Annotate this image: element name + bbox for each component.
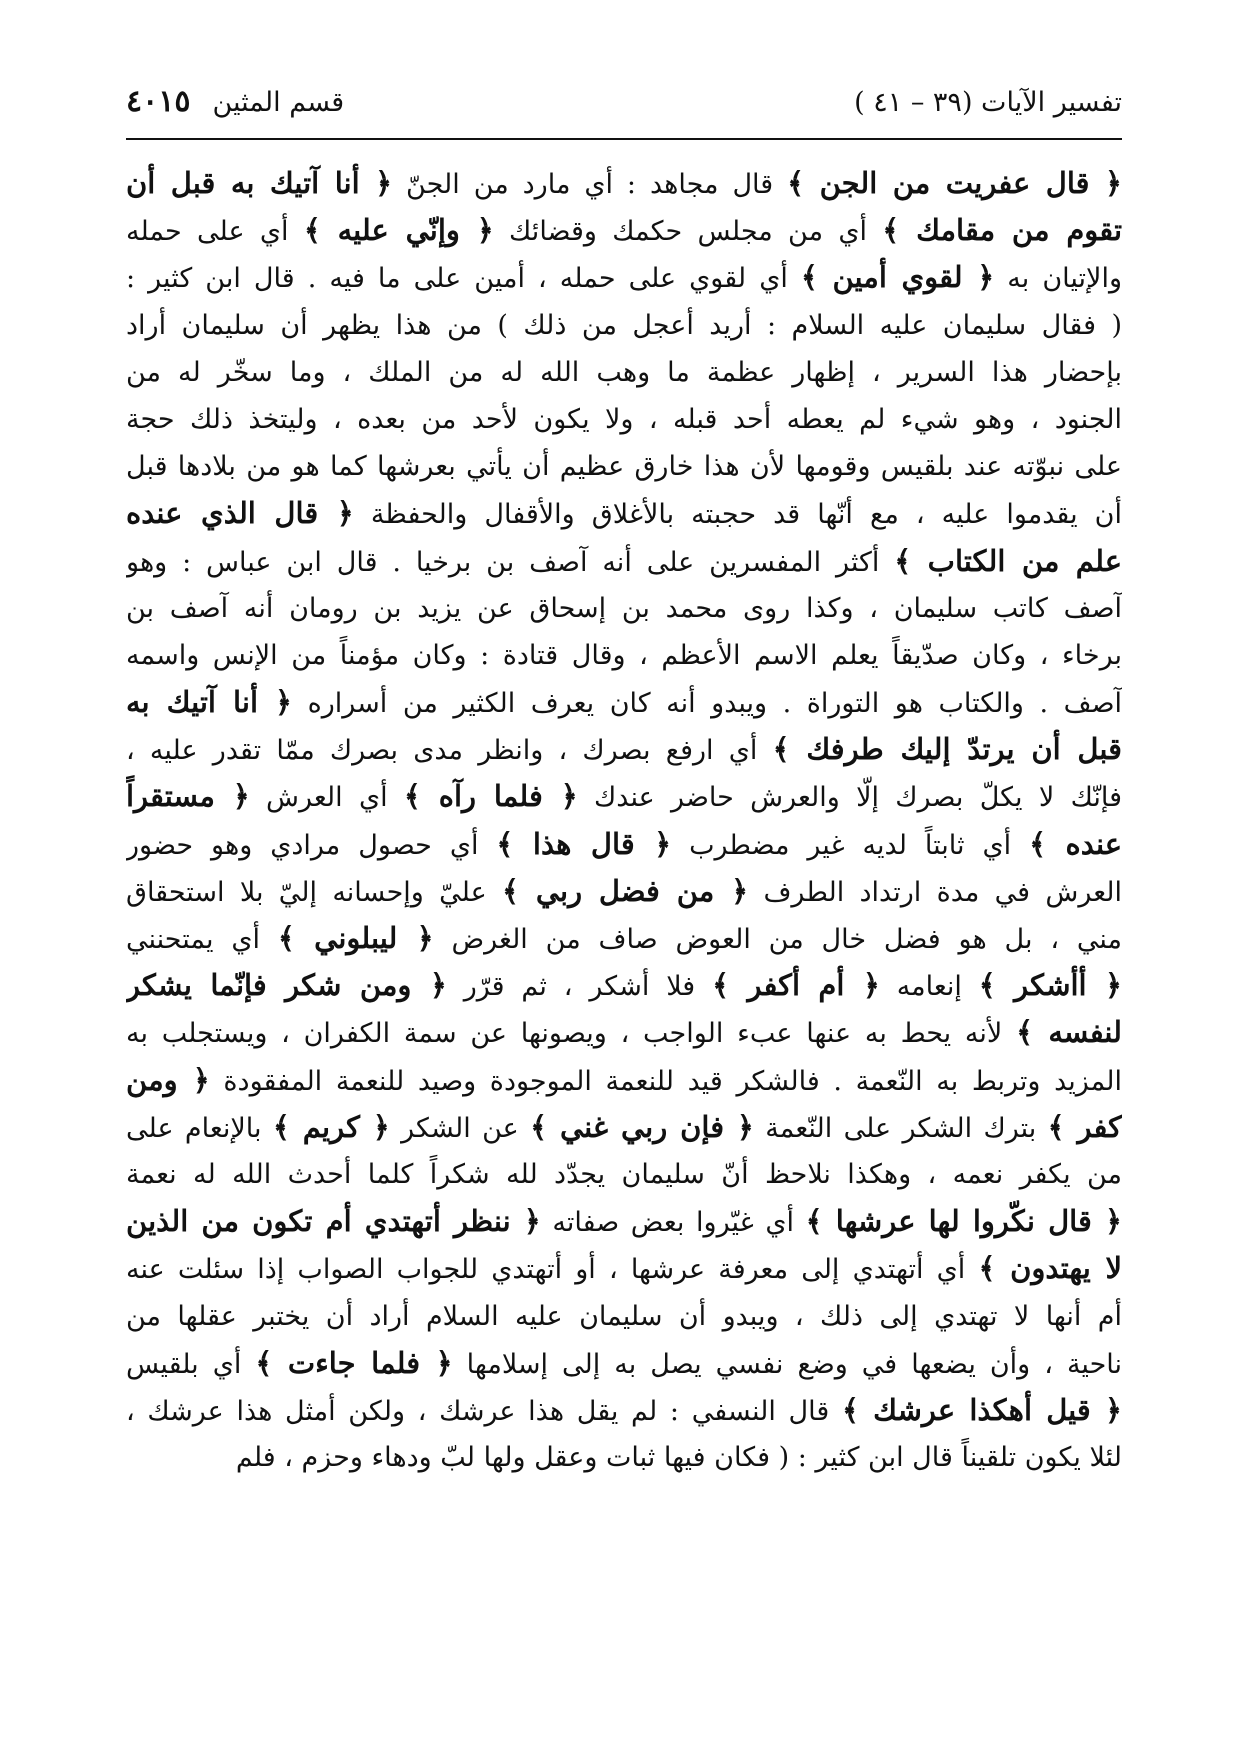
quran-verse: ﴿ أأشكر ﴾ [978,968,1122,1003]
commentary-text: آصف كاتب سليمان ، وكذا روى محمد بن إسحاق عن يزيد بن رومان أنه آصف بن [126,592,1122,624]
commentary-text: قال النسفي : لم يقل هذا عرشك ، ولكن أمثل هذا عرشك ، [126,1395,842,1427]
quran-verse: كفر ﴾ [1047,1109,1122,1144]
text-line [126,302,1122,349]
commentary-text: قال مجاهد : أي مارد من الجنّ [392,169,788,200]
quran-verse: ﴿ أنا آتيك به قبل أن [126,166,393,200]
text-line [126,538,1122,585]
text-line [126,1104,1122,1151]
text-line [126,868,1122,915]
commentary-text: فلا أشكر ، ثم قرّر [446,971,713,1003]
quran-verse: ﴿ قال هذا ﴾ [496,826,672,861]
commentary-text: فإنّك لا يكلّ بصرك إلّا والعرش حاضر عندك [577,782,1122,814]
text-line [126,349,1122,396]
quran-verse: ﴿ ننظر أتهتدي أم تكون من الذين [126,1204,541,1239]
commentary-text: مني ، بل هو فضل خال من العوض صاف من الغرض [433,924,1122,955]
text-line [126,207,1122,254]
quran-verse: عنده ﴾ [1029,826,1122,861]
quran-verse: ﴿ قال عفريت من الجن ﴾ [787,166,1122,200]
quran-verse: ﴿ قال الذي عنده [126,496,354,531]
commentary-text: بإحضار هذا السرير ، إظهار عظمة ما وهب الله له من الملك ، وما سخّر له من [126,356,1122,388]
commentary-text: المزيد وتربط به النّعمة . فالشكر قيد للنعمة الموجودة وصيد للنعمة المفقودة [209,1065,1122,1097]
quran-verse: لنفسه ﴾ [1016,1015,1122,1050]
quran-verse: ﴿ ومن [126,1062,210,1097]
commentary-text: أم أنها لا تهتدي إلى ذلك ، ويبدو أن سليمان عليه السلام أراد أن يختبر عقلها من [126,1300,1122,1332]
quran-verse: ﴿ قيل أهكذا عرشك ﴾ [841,1392,1122,1427]
quran-verse: ﴿ لقوي أمين ﴾ [800,260,995,295]
quran-verse: ﴿ ومن شكر فإنّما يشكر [126,968,447,1003]
quran-verse: ﴿ أم أكفر ﴾ [712,968,880,1003]
text-line [126,1245,1122,1292]
commentary-text: أكثر المفسرين على أنه آصف بن برخيا . قال ابن عباس : وهو [126,546,895,578]
text-line [126,679,1122,726]
text-line [126,1198,1122,1245]
text-line [126,1387,1122,1434]
text-line [126,1434,1122,1481]
commentary-text: أي أتهتدي إلى معرفة عرشها ، أو أتهتدي للجواب الصواب إذا سئلت عنه [126,1254,979,1286]
text-line [126,160,1122,207]
quran-verse: ﴿ من فضل ربي ﴾ [502,873,749,908]
quran-verse: ﴿ فلما جاءت ﴾ [255,1345,453,1380]
quran-verse: ﴿ فلما رآه ﴾ [403,779,578,814]
commentary-text: أي من مجلس حكمك وقضائك [493,216,883,248]
commentary-text: أي لقوي على حمله ، أمين على ما فيه . قال ابن كثير : [126,263,801,295]
commentary-text: إنعامه [879,971,979,1003]
quran-verse: ﴿ مستقراً [126,779,250,814]
text-line [126,585,1122,632]
commentary-text: أي حصول مرادي وهو حضور [126,829,497,861]
commentary-text: عن الشكر [389,1112,531,1144]
tafsir-text [126,160,1122,1481]
commentary-text: أي العرش [249,782,404,814]
commentary-text: من يكفر نعمه ، وهكذا نلاحظ أنّ سليمان يجدّد لله شكراً كلما أحدث الله له نعمة [126,1158,1122,1190]
quran-verse: ﴿ فإن ربي غني ﴾ [530,1109,754,1144]
text-line [126,632,1122,679]
commentary-text: آصف . والكتاب هو التوراة . ويبدو أنه كان يعرف الكثير من أسراره [292,688,1122,720]
quran-verse: تقوم من مقامك ﴾ [882,213,1122,248]
commentary-text: أن يقدموا عليه ، مع أنّها قد حجبته بالأغلاق والأقفال والحفظة [353,499,1122,531]
commentary-text: على نبوّته عند بلقيس وقومها لأن هذا خارق عظيم أن يأتي بعرشها كما هو من بلادها قبل [126,451,1122,483]
commentary-text: أي يمتحنني [126,924,278,955]
quran-verse: ﴿ كريم ﴾ [272,1109,390,1144]
text-line [126,254,1122,301]
text-line [126,1151,1122,1198]
text-line [126,1009,1122,1056]
commentary-text: لئلا يكون تلقيناً قال ابن كثير : ( فكان فيها ثبات وعقل ولها لبّ ودهاء وحزم ، فلم [235,1442,1122,1474]
commentary-text: أي بلقيس [126,1348,256,1380]
page-number: ٤٠١٥ [126,84,191,119]
text-line [126,726,1122,773]
quran-verse: ﴿ ليبلوني ﴾ [277,921,434,955]
section-title: قسم المثين [212,87,345,118]
commentary-text: بالإنعام على [126,1112,273,1144]
text-line [126,1340,1122,1387]
text-line [126,490,1122,537]
commentary-text: ناحية ، وأن يضعها في وضع نفسي يصل به إلى إسلامها [452,1348,1122,1380]
text-line [126,773,1122,820]
commentary-text: لأنه يحط به عنها عبء الواجب ، ويصونها عن سمة الكفران ، ويستجلب به [126,1018,1017,1050]
header-rule [126,138,1122,140]
text-line [126,962,1122,1009]
text-line [126,915,1122,962]
commentary-text: بترك الشكر على النّعمة [753,1112,1048,1144]
commentary-text: أي ارفع بصرك ، وانظر مدى بصرك ممّا تقدر عليه ، [126,735,773,767]
text-line [126,1293,1122,1340]
running-title: تفسير الآيات (٣٩ – ٤١ ) [854,87,1122,118]
commentary-text: عليّ وإحسانه إليّ بلا استحقاق [126,876,503,908]
quran-verse: علم من الكتاب ﴾ [894,543,1122,578]
quran-verse: لا يهتدون ﴾ [978,1251,1122,1286]
quran-verse: ﴿ أنا آتيك به [126,685,293,720]
page-header [126,80,1122,124]
commentary-text: أي على حمله [126,216,304,248]
text-line [126,396,1122,443]
commentary-text: أي ثابتاً لديه غير مضطرب [671,829,1030,861]
text-line [126,1057,1122,1104]
text-line [126,443,1122,490]
quran-verse: ﴿ وإنّي عليه ﴾ [303,213,494,248]
quran-verse: قبل أن يرتدّ إليك طرفك ﴾ [772,732,1122,767]
header-left [126,80,344,125]
commentary-text: الجنود ، وهو شيء لم يعطه أحد قبله ، ولا يكون لأحد من بعده ، وليتخذ ذلك حجة [126,403,1122,435]
commentary-text: العرش في مدة ارتداد الطرف [748,876,1122,908]
commentary-text: والإتيان به [994,263,1122,295]
quran-verse: ﴿ قال نكّروا لها عرشها ﴾ [805,1204,1122,1239]
commentary-text: أي غيّروا بعض صفاته [540,1207,806,1239]
commentary-text: برخاء ، وكان صدّيقاً يعلم الاسم الأعظم ، وقال قتادة : وكان مؤمناً من الإنس واسمه [126,639,1122,671]
text-line [126,821,1122,868]
commentary-text: ( فقال سليمان عليه السلام : أريد أعجل من ذلك ) من هذا يظهر أن سليمان أراد [126,309,1122,341]
